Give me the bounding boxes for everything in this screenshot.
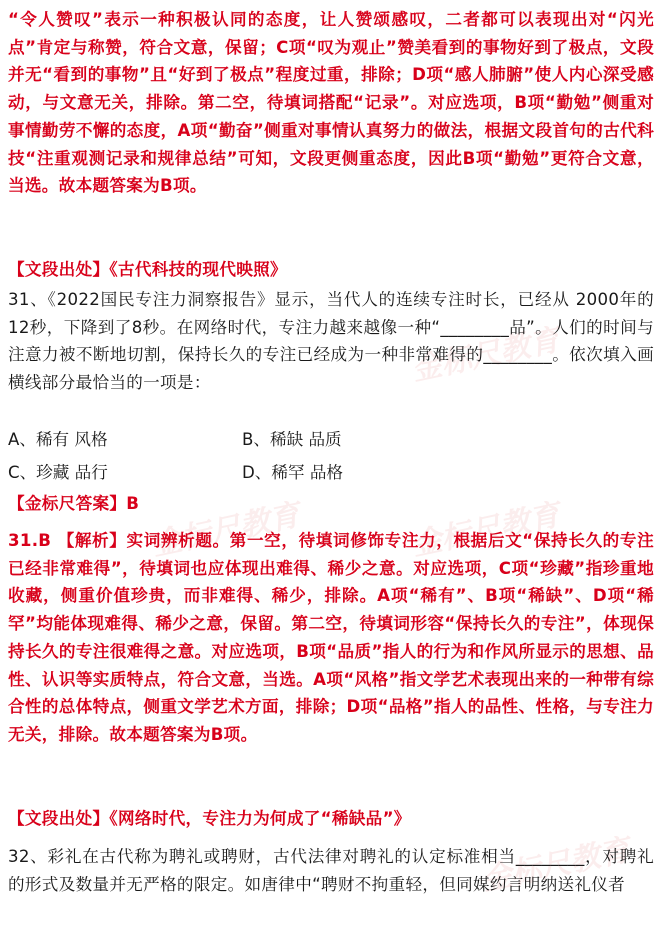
- question-31-stem: 31、《2022国民专注力洞察报告》显示，当代人的连续专注时长，已经从 2000年的12秒，下降到了8秒。在网络时代，专注力越来越像一种“________品”。人们的时间与注意力被不断地切割，保持长久的专注已经成为一种非常难得的________。依次填入画横线部分最恰当的一项是：: [8, 290, 654, 393]
- source-30: 【文段出处】《古代科技的现代映照》: [8, 260, 287, 279]
- option-b: B、稀缺 品质: [242, 430, 342, 449]
- source-31: 【文段出处】《网络时代，专注力为何成了“稀缺品”》: [8, 809, 411, 828]
- watermark: 金标尺教育: [478, 832, 633, 899]
- watermark: 金标尺教育: [148, 497, 303, 564]
- option-c: C、珍藏 品行: [8, 463, 108, 482]
- analysis-31: 31.B 【解析】实词辨析题。第一空，待填词修饰专注力，根据后文“保持长久的专注已经非常难得”，待填词也应体现出难得、稀少之意。对应选项，C项“珍藏”指珍重地收藏，侧重价值珍贵，而非难得、稀少，排除。A项“稀有”、B项“稀缺”、D项“稀罕”均能体现难得、稀少之意，保留。第二空，待填词形容“保持长久的专注”，体现保持长久的专注很难得之意。对应选项，B项“品质”指人的行为和作风所显示的思想、品性、认识等实质特点，符合文意，当选。A项“风格”指文学艺术表现出来的一种带有综合性的总体特点，侧重文学艺术方面，排除；D项“品格”指人的品性、性格，与专注力无关，排除。故本题答案为B项。: [8, 531, 654, 744]
- answer-31: 【金标尺答案】B: [8, 494, 140, 513]
- watermark: 金标尺教育: [408, 322, 563, 389]
- watermark: 金标尺教育: [408, 497, 563, 564]
- analysis-30-tail: “令人赞叹”表示一种积极认同的态度，让人赞颂感叹，二者都可以表现出对“闪光点”肯定与称赞，符合文意，保留；C项“叹为观止”赞美看到的事物好到了极点，文段并无“看到的事物”且“好到了极点”程度过重，排除；D项“感人肺腑”使人内心深受感动，与文意无关，排除。第二空，待填词搭配“记录”。对应选项，B项“勤勉”侧重对事情勤劳不懈的态度，A项“勤奋”侧重对事情认真努力的做法，根据文段首句的古代科技“注重观测记录和规律总结”可知，文段更侧重态度，因此B项“勤勉”更符合文意，当选。故本题答案为B项。: [8, 10, 654, 196]
- question-32-stem: 32、彩礼在古代称为聘礼或聘财，古代法律对聘礼的认定标准相当________，对聘礼的形式及数量并无严格的限定。如唐律中“聘财不拘重轻，但同媒约言明纳送礼仪者: [8, 847, 654, 894]
- option-a: A、稀有 风格: [8, 430, 108, 449]
- option-d: D、稀罕 品格: [242, 463, 344, 482]
